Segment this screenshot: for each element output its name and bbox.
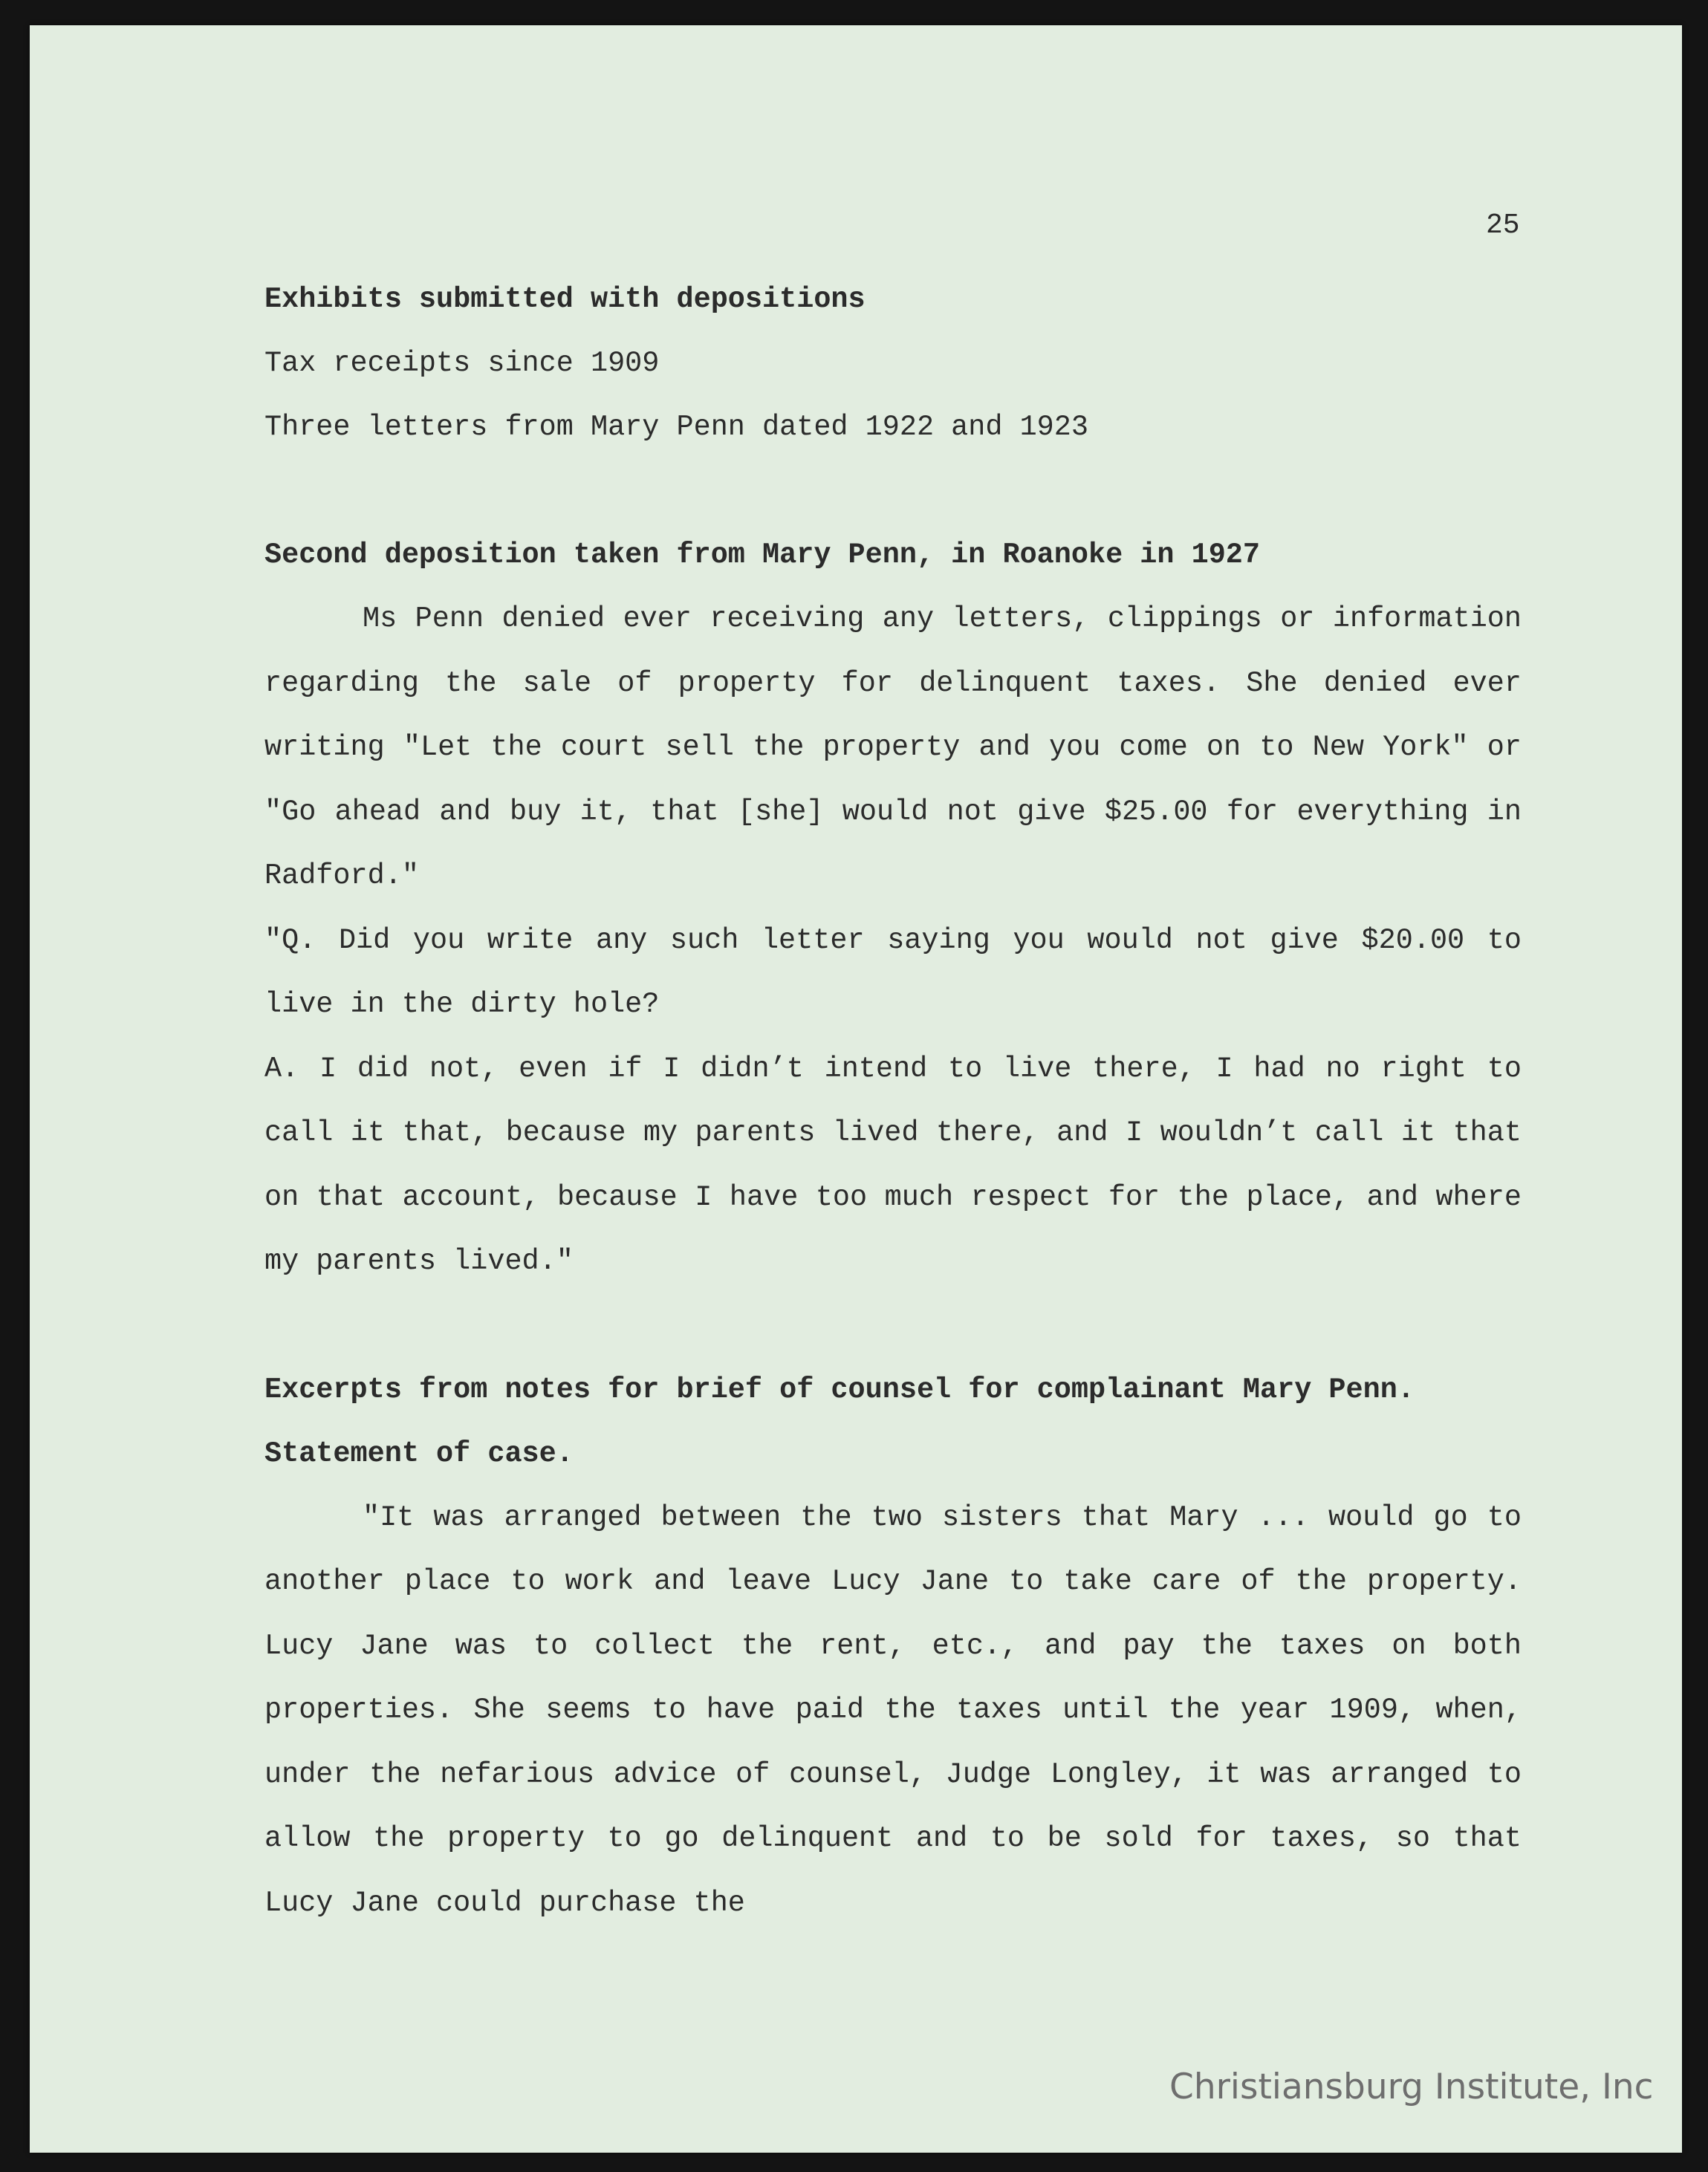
deposition-paragraph: Ms Penn denied ever receiving any letters, clippings or information regarding the sale of property for delinquent taxes. She denied ever writing "Let the court sell the property and you come on to New York" or "Go ahead and buy it, that [she] would not give $25.00 for everything in Radford." <box>264 602 1522 892</box>
statement-of-case-heading: Statement of case. <box>264 1437 574 1470</box>
exhibit-item: Tax receipts since 1909 <box>264 347 660 380</box>
document-body <box>264 267 1522 1935</box>
section-spacer <box>264 1294 1522 1358</box>
deposition-question: "Q. Did you write any such letter saying you would not give $20.00 to live in the dirty hole? <box>264 923 1522 1021</box>
statement-paragraph: "It was arranged between the two sisters that Mary ... would go to another place to work and leave Lucy Jane to take care of the property. Lucy Jane was to collect the rent, etc., and pay the taxes on both properties. She seems to have paid the taxes until the year 1909, when, under the nefarious advice of counsel, Judge Longley, it was arranged to allow the property to go delinquent and to be sold for taxes, so that Lucy Jane could purchase the <box>264 1500 1522 1919</box>
page-number: 25 <box>1486 209 1520 241</box>
excerpts-heading: Excerpts from notes for brief of counsel for complainant Mary Penn. <box>264 1373 1415 1406</box>
section-spacer <box>264 459 1522 523</box>
second-deposition-heading: Second deposition taken from Mary Penn, in Roanoke in 1927 <box>264 539 1261 571</box>
document-page <box>30 25 1682 2153</box>
deposition-answer: A. I did not, even if I didn’t intend to live there, I had no right to call it that, because my parents lived there, and I wouldn’t call it that on that account, because I have too much respect for the place, and where my parents lived." <box>264 1052 1522 1278</box>
exhibits-heading: Exhibits submitted with depositions <box>264 283 866 316</box>
exhibit-item: Three letters from Mary Penn dated 1922 and 1923 <box>264 411 1088 443</box>
watermark: Christiansburg Institute, Inc <box>1169 2067 1654 2107</box>
